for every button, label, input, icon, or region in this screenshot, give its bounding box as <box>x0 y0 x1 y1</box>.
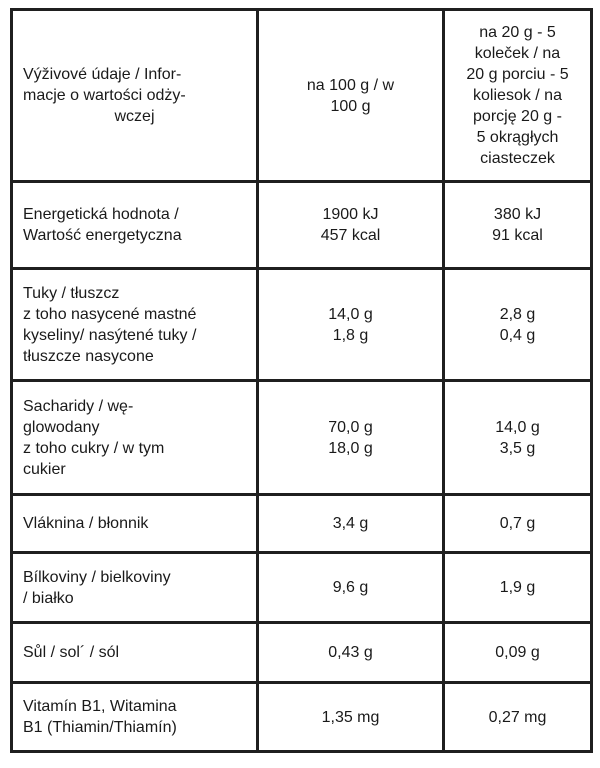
row-label: Tuky / tłuszcz z toho nasycené mastné kyseliny/ nasýtené tuky / tłuszcze nasycone <box>12 269 258 381</box>
row-per-100g: 9,6 g <box>258 553 444 623</box>
row-per-100g: 70,0 g 18,0 g <box>258 381 444 495</box>
header-per-100g: na 100 g / w 100 g <box>258 10 444 182</box>
table-row <box>12 495 592 553</box>
row-per-20g: 380 kJ 91 kcal <box>444 182 592 269</box>
row-per-100g: 3,4 g <box>258 495 444 553</box>
row-label: Vitamín B1, Witamina B1 (Thiamin/Thiamín) <box>12 683 258 752</box>
row-per-20g: 2,8 g 0,4 g <box>444 269 592 381</box>
row-label: Bílkoviny / bielkoviny / białko <box>12 553 258 623</box>
nutrition-label <box>10 8 590 760</box>
table-row <box>12 269 592 381</box>
table-row <box>12 381 592 495</box>
row-per-100g: 14,0 g 1,8 g <box>258 269 444 381</box>
row-per-20g: 1,9 g <box>444 553 592 623</box>
row-per-20g: 14,0 g 3,5 g <box>444 381 592 495</box>
row-label: Sacharidy / wę- glowodany z toho cukry / w tym cukier <box>12 381 258 495</box>
header-per-20g: na 20 g - 5 koleček / na 20 g porciu - 5 koliesok / na porcję 20 g - 5 okrągłych ciasteczek <box>444 10 592 182</box>
header-nutrient: Výživové údaje / Infor- macje o wartości odży- wczej <box>12 10 258 182</box>
row-per-100g: 1900 kJ 457 kcal <box>258 182 444 269</box>
table-row <box>12 553 592 623</box>
nutrition-table <box>10 8 593 753</box>
row-per-20g: 0,27 mg <box>444 683 592 752</box>
row-label: Sůl / sol´ / sól <box>12 623 258 683</box>
row-label: Energetická hodnota / Wartość energetyczna <box>12 182 258 269</box>
row-per-20g: 0,7 g <box>444 495 592 553</box>
table-row <box>12 623 592 683</box>
table-header-row <box>12 10 592 182</box>
row-label: Vláknina / błonnik <box>12 495 258 553</box>
row-per-20g: 0,09 g <box>444 623 592 683</box>
table-row <box>12 182 592 269</box>
row-per-100g: 0,43 g <box>258 623 444 683</box>
row-per-100g: 1,35 mg <box>258 683 444 752</box>
table-row <box>12 683 592 752</box>
